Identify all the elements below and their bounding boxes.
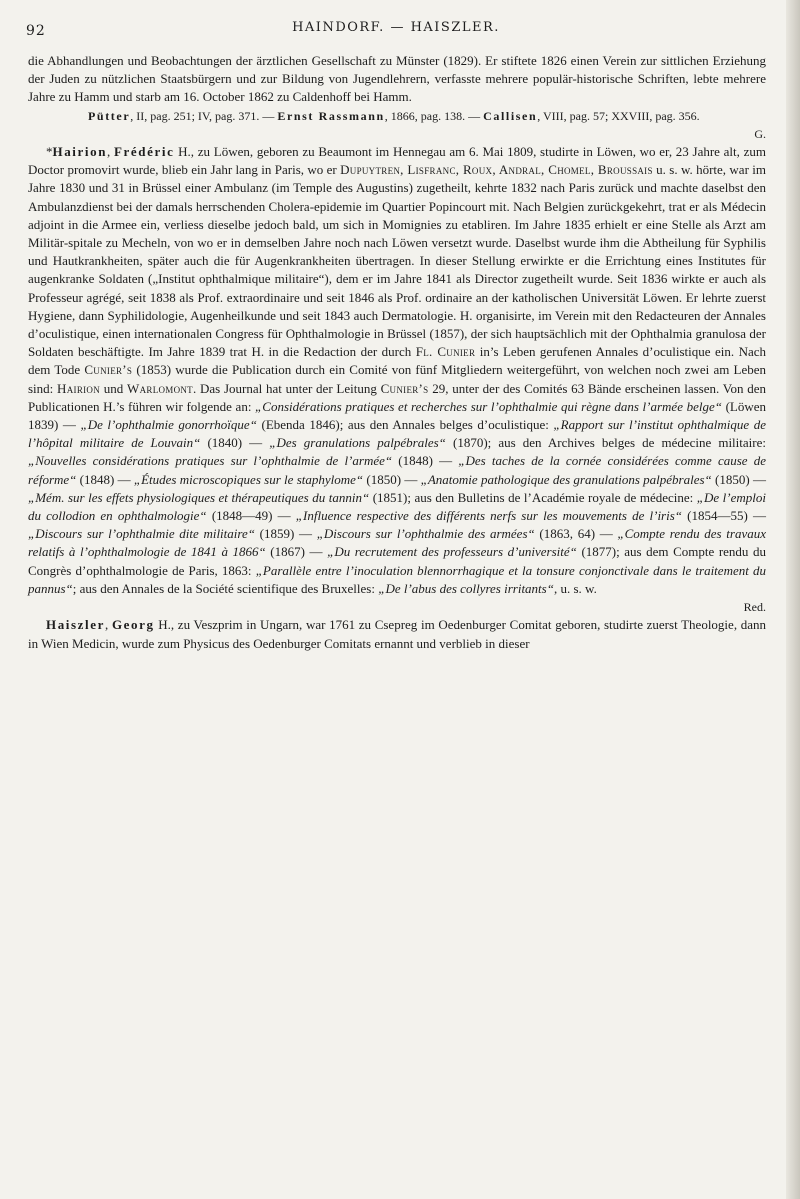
article-text xyxy=(28,52,766,653)
page-edge xyxy=(786,0,800,1199)
haiszler-entry: Haiszler, Georg H., zu Veszprim in Ungarn, war 1761 zu Csepreg im Oedenburger Comitat geboren, studirte zuerst Theologie, dann in Wien Medicin, wurde zum Physicus des Oedenburger Comitats ernannt und verblieb in dieser xyxy=(28,617,767,651)
page-header xyxy=(26,20,766,42)
hairion-name: Hairion xyxy=(52,144,108,160)
haindorf-signature: G. xyxy=(754,126,766,141)
haindorf-references: Pütter, II, pag. 251; IV, pag. 371. — Ernst Rassmann, 1866, pag. 138. — Callisen, VIII, pag. 57; XXVIII, pag. 356. xyxy=(88,108,700,123)
hairion-signature: Red. xyxy=(743,600,766,615)
running-head: HAINDORF. — HAISZLER. xyxy=(292,20,500,35)
hairion-entry: *Hairion, Frédéric H., zu Löwen, geboren zu Beaumont im Hennegau am 6. Mai 1809, studirte in Löwen, wo er, 23 Jahre alt, zum Doctor promovirt wurde, blieb ein Jahr lang in Paris, wo er Dupuytren, Lisfranc, Roux, Andral, Chomel, Broussais u. s. w. hörte, war im Jahre 1830 und 31 in Brüssel einer Ambulanz (im Temple des Augustins) zugetheilt, kehrte 1832 nach Paris zurück und machte daselbst den Ambulanzdienst bei der damals herrschenden Cholera-epidemie im Quartier Popincourt mit. Nach Belgien zurückgekehrt, trat er als Médecin adjoint in die Armee ein, verliess dieselbe jedoch bald, um sich in Momignies zu etabliren. Im Jahre 1835 erhielt er eine Stelle als Arzt am Militär-spitale zu Mecheln, von wo er in demselben Jahre noch nach Löwen versetzt wurde. Daselbst wurde ihm die Abtheilung für Syphilis und Hautkrankheiten, später auch die für Augenkrankheiten übertragen. In dieser Stellung erwirkte er die Errichtung eines Institutes für augenkranke Soldaten („Institut ophthalmique militaire“), dem er im Jahre 1841 als Director zugetheilt wurde. Seit 1836 wirkte er auch als Professeur agrégé, seit 1838 als Prof. extraordinaire und seit 1846 als Prof. ordinaire an der katholischen Universität Löwen. Er lehrte zuerst Hygiene, dann Syphilidologie, Augenheilkunde und seit 1843 auch Dermatologie. H. organisirte, im Verein mit den Redacteuren der Annales d’oculistique, einen internationalen Congress für Ophthalmologie in Brüssel (1857), der sich hauptsächlich mit der Ophthalmia granulosa der Soldaten beschäftigte. Im Jahre 1839 trat H. in die Redaction der durch Fl. Cunier in’s Leben gerufenen Annales d’oculistique ein. Nach dem Tode Cunier’s (1853) wurde die Publication durch ein Comité von fünf Mitgliedern weitergeführt, von welchen noch zwei am Leben sind: Hairion und Warlomont. Das Journal hat unter der Leitung Cunier’s 29, unter der des Comités 63 Bände erscheinen lassen. Von den Publicationen H.’s führen wir folgende an: „Considérations pratiques et recherches sur l’ophthalmie qui règne dans l’armée belge“ (Löwen 1839) — „De l’ophthalmie gonorrhoïque“ (Ebenda 1846); aus den Annales belges d’oculistique: „Rapport sur l’institut ophthalmique de l’hôpital militaire de Louvain“ (1840) — „Des granulations palpébrales“ (1870); aus den Archives belges de médecine militaire: „Nouvelles considérations pratiques sur l’ophthalmie de l’armée“ (1848) — „Des taches de la cornée considérées comme cause de réforme“ (1848) — „Études microscopiques sur le staphylome“ (1850) — „Anatomie pathologique des granulations palpébrales“ (1850) — „Mém. sur les effets physiologiques et thérapeutiques du tannin“ (1851); aus den Bulletins de l’Académie royale de médecine: „De l’emploi du collodion en ophthalmologie“ (1848—49) — „Influence respective des différents nerfs sur les mouvements de l’iris“ (1854—55) — „Discours sur l’ophthalmie dite militaire“ (1859) — „Discours sur l’ophthalmie des armées“ (1863, 64) — „Compte rendu des travaux relatifs à l’ophthalmologie de 1841 à 1866“ (1867) — „Du recrutement des professeurs d’université“ (1877); aus dem Compte rendu du Congrès d’ophthalmologie de Paris, 1863: „Parallèle entre l’inoculation blennorrhagique et la tonsure conjonctivale dans le traitement du pannus“; aus den Annales de la Société scientifique des Bruxelles: „De l’abus des collyres irritants“, u. s. w. xyxy=(28,144,767,596)
haiszler-name: Haiszler xyxy=(46,617,106,633)
page-number: 92 xyxy=(26,23,46,39)
haindorf-entry-tail: die Abhandlungen und Beobachtungen der ärztlichen Gesellschaft zu Münster (1829). Er stiftete 1826 einen Verein zur sittlichen Erziehung der Juden zu nützlichen Staatsbürgern und zur Bildung von Jugendlehrern, verfasste mehrere populär-historische Schriften, lebte mehrere Jahre zu Hamm und starb am 16. October 1862 zu Caldenhoff bei Hamm. xyxy=(28,53,766,105)
